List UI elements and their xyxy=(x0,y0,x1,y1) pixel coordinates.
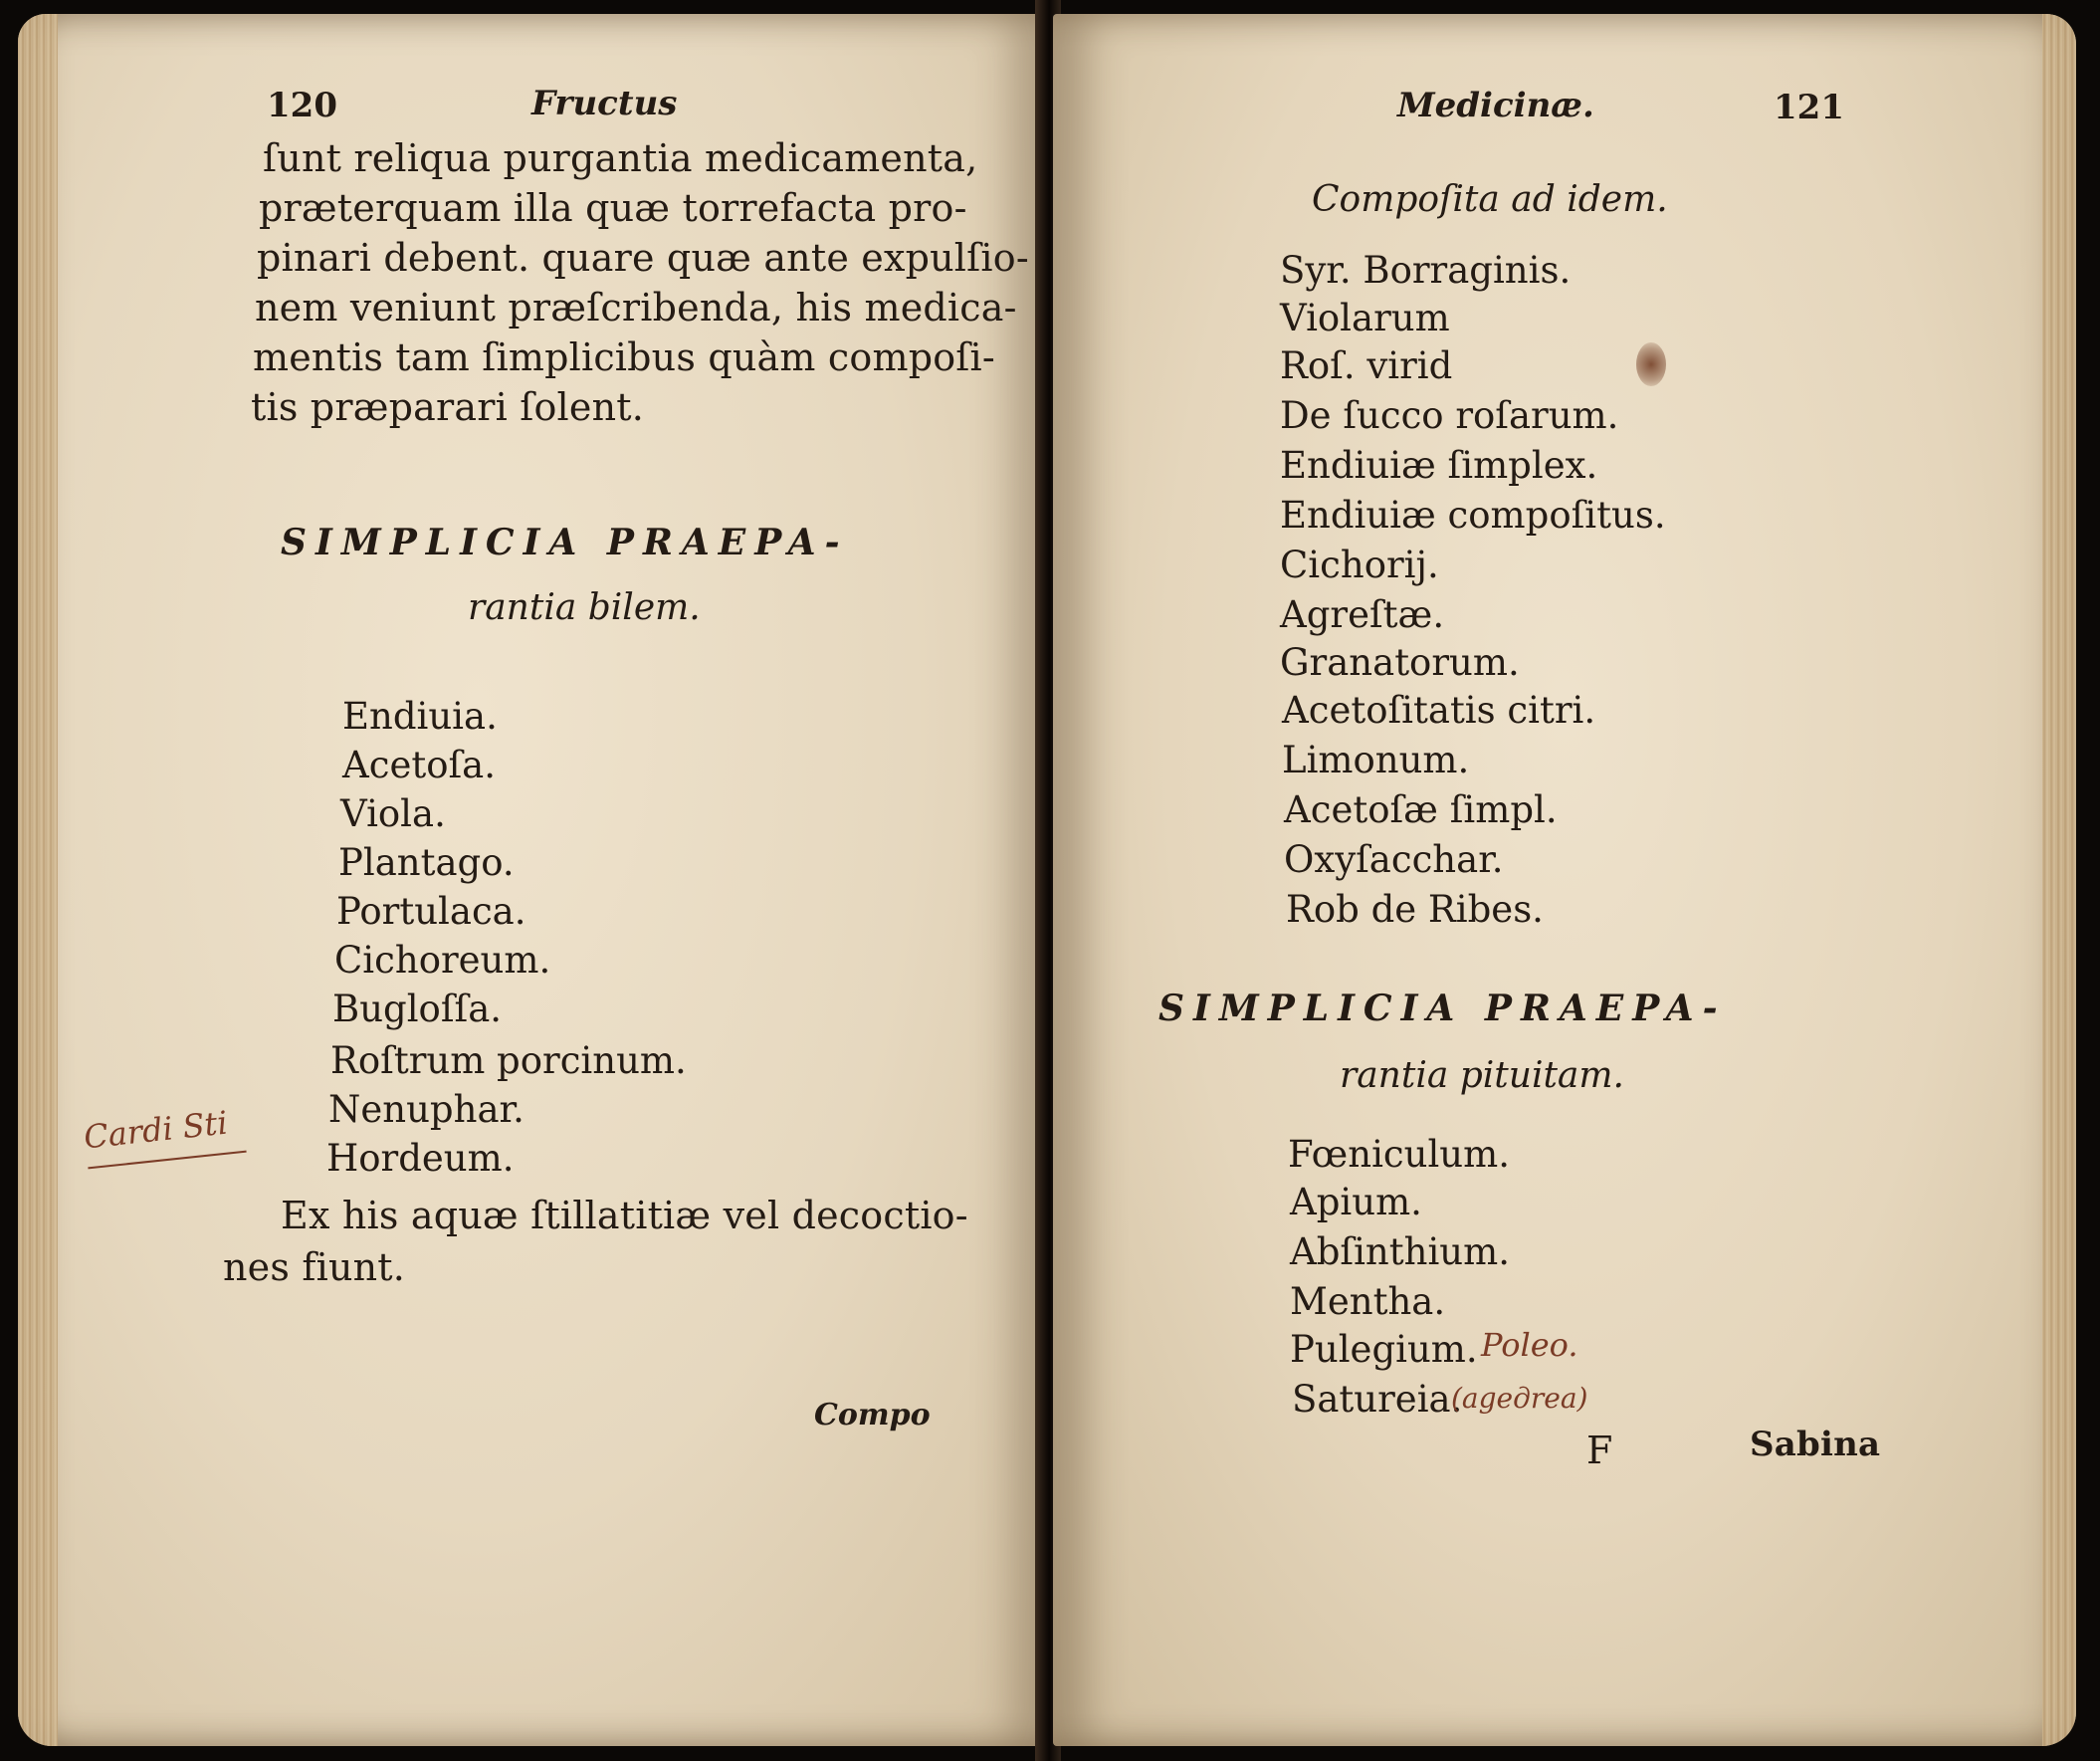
paragraph-line: tis præparari ſolent. xyxy=(251,385,645,429)
list-item: Syr. Borraginis. xyxy=(1280,249,1572,292)
list-item: De ſucco roſarum. xyxy=(1280,394,1619,437)
section-heading: SIMPLICIA PRAEPA- xyxy=(281,522,849,563)
list-item: Acetoſitatis citri. xyxy=(1282,689,1596,732)
paragraph-line: pinari debent. quare quæ ante expulſio- xyxy=(257,236,1029,280)
list-item: Pulegium. xyxy=(1290,1328,1478,1371)
list-item: Agreſtæ. xyxy=(1280,593,1445,636)
list-item: Bugloſſa. xyxy=(332,988,503,1030)
signature-mark: F xyxy=(1586,1429,1613,1472)
list-item: Roſ. virid xyxy=(1280,344,1453,387)
list-item: Portulaca. xyxy=(336,890,526,933)
margin-note: Cardi Sti xyxy=(82,1103,230,1157)
right-page xyxy=(1053,14,2076,1746)
list-item: Nenuphar. xyxy=(328,1088,525,1131)
list-item: Endiuiæ ſimplex. xyxy=(1280,444,1598,487)
section-heading-cont: rantia pituitam. xyxy=(1340,1055,1624,1096)
list-item: Limonum. xyxy=(1282,739,1470,781)
ink-stain xyxy=(1636,342,1666,386)
page-number: 121 xyxy=(1774,88,1844,127)
paragraph-line: mentis tam ſimplicibus quàm compoſi- xyxy=(253,335,995,379)
list-item: Violarum xyxy=(1280,297,1450,339)
list-item: Hordeum. xyxy=(326,1137,515,1180)
handwritten-note: (ageдrea) xyxy=(1451,1382,1588,1415)
paragraph-line: præterquam illa quæ torrefacta pro- xyxy=(259,186,967,230)
list-item: Mentha. xyxy=(1290,1280,1446,1323)
list-item: Endiuia. xyxy=(342,695,498,738)
list-item: Viola. xyxy=(340,792,446,835)
left-page xyxy=(18,14,1041,1746)
list-item: Fœniculum. xyxy=(1288,1133,1510,1176)
paragraph-line: nem veniunt præſcribenda, his medica- xyxy=(255,286,1017,330)
catchword: Sabina xyxy=(1750,1425,1881,1464)
list-item: Satureia. xyxy=(1292,1378,1463,1421)
subheading: Compoſita ad idem. xyxy=(1312,179,1668,220)
catchword: Compo xyxy=(814,1398,931,1432)
list-item: Plantago. xyxy=(338,841,515,884)
list-item: Apium. xyxy=(1290,1181,1422,1223)
list-item: Cichoreum. xyxy=(334,939,551,982)
list-item: Endiuiæ compoſitus. xyxy=(1280,494,1666,537)
list-item: Roſtrum porcinum. xyxy=(330,1039,687,1082)
list-item: Oxyſacchar. xyxy=(1284,838,1504,881)
closing-line: nes fiunt. xyxy=(223,1245,406,1289)
list-item: Abſinthium. xyxy=(1290,1230,1510,1273)
running-head: Fructus xyxy=(531,84,678,123)
list-item: Rob de Ribes. xyxy=(1286,888,1544,931)
page-number: 120 xyxy=(267,86,337,125)
list-item: Cichorij. xyxy=(1280,544,1439,586)
list-item: Granatorum. xyxy=(1280,641,1520,684)
closing-line: Ex his aquæ ſtillatitiæ vel decoctio- xyxy=(281,1194,968,1237)
handwritten-note: Poleo. xyxy=(1481,1326,1578,1364)
section-heading: SIMPLICIA PRAEPA- xyxy=(1158,988,1727,1029)
section-heading-cont: rantia bilem. xyxy=(468,587,701,628)
paragraph-line: ſunt reliqua purgantia medicamenta, xyxy=(263,136,978,180)
list-item: Acetoſa. xyxy=(342,744,496,786)
list-item: Acetoſæ ſimpl. xyxy=(1284,788,1558,831)
running-head: Medicinæ. xyxy=(1397,86,1594,125)
